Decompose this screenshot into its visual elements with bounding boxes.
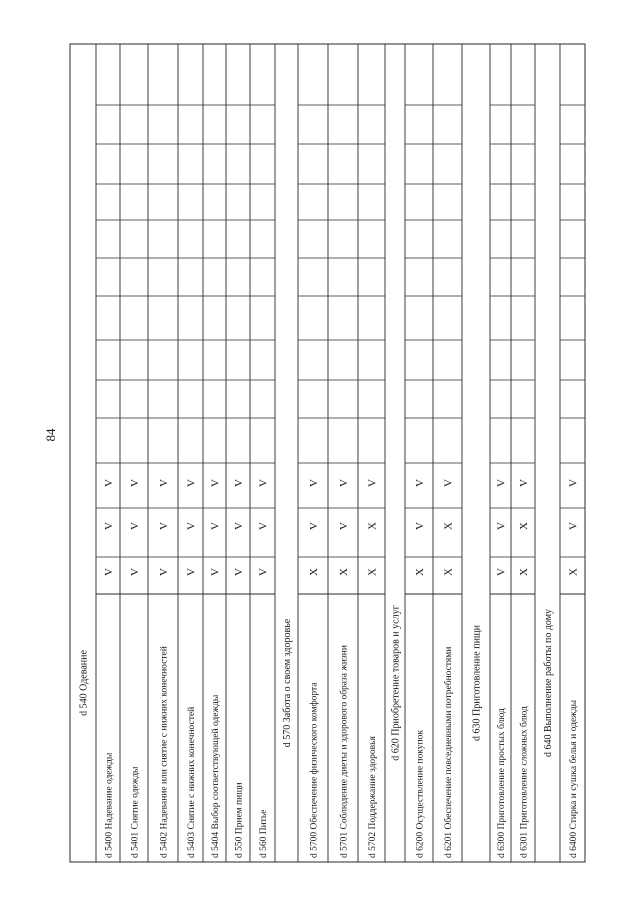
table-row bbox=[405, 105, 433, 858]
row-label: d 5701 Соблюдение диеты и здорового образа жизни bbox=[339, 645, 350, 858]
table-row bbox=[250, 105, 275, 858]
mark-check: V bbox=[209, 479, 222, 487]
table-row bbox=[433, 105, 462, 858]
mark-cross: X bbox=[338, 568, 350, 576]
mark-check: V bbox=[414, 522, 426, 530]
section-label: d 630 Приготовление пищи bbox=[471, 625, 483, 741]
row-label: d 6400 Стирка и сушка белья и одежды bbox=[569, 700, 579, 858]
mark-check: V bbox=[129, 522, 141, 530]
mark-check: V bbox=[414, 479, 426, 487]
table-row bbox=[226, 105, 250, 858]
mark-check: V bbox=[103, 479, 115, 487]
mark-check: V bbox=[495, 479, 508, 487]
table-row bbox=[298, 105, 328, 858]
mark-check: V bbox=[338, 522, 350, 530]
row-label: d 6200 Осуществление покупок bbox=[415, 730, 426, 858]
table-row bbox=[560, 105, 585, 858]
section-row bbox=[79, 650, 90, 716]
mark-check: V bbox=[257, 522, 270, 530]
mark-cross: X bbox=[442, 522, 455, 530]
table-row bbox=[178, 105, 203, 858]
section-label: d 540 Одевание bbox=[78, 650, 90, 716]
mark-cross: X bbox=[567, 568, 580, 576]
row-label: d 5702 Поддержание здоровья bbox=[368, 736, 378, 858]
mark-cross: X bbox=[518, 522, 530, 530]
mark-check: V bbox=[158, 522, 170, 530]
section-row bbox=[391, 605, 402, 760]
mark-cross: X bbox=[366, 522, 379, 530]
table-row bbox=[96, 105, 120, 858]
mark-check: V bbox=[495, 568, 508, 576]
mark-check: V bbox=[185, 568, 198, 576]
mark-check: V bbox=[495, 522, 508, 530]
mark-cross: X bbox=[414, 568, 426, 576]
mark-check: V bbox=[209, 522, 222, 530]
mark-check: V bbox=[129, 479, 141, 487]
row-label: d 5402 Надевание или снятие с нижних конечностей bbox=[159, 646, 170, 858]
mark-check: V bbox=[567, 522, 580, 530]
mark-check: V bbox=[338, 479, 350, 487]
section-label: d 570 Забота о своем здоровье bbox=[282, 618, 293, 748]
mark-check: V bbox=[103, 522, 115, 530]
mark-check: V bbox=[442, 479, 455, 487]
mark-cross: X bbox=[366, 568, 379, 576]
mark-check: V bbox=[158, 479, 170, 487]
mark-check: V bbox=[233, 568, 245, 576]
mark-check: V bbox=[308, 522, 320, 530]
section-row bbox=[472, 624, 483, 741]
mark-check: V bbox=[233, 522, 245, 530]
table-row bbox=[490, 105, 511, 858]
row-label: d 6301 Приготовление сложных блюд bbox=[519, 706, 530, 858]
row-label: d 6201 Обеспечение повседневными потребностями bbox=[444, 646, 454, 858]
mark-check: V bbox=[366, 479, 379, 487]
row-label: d 5400 Надевание одежды bbox=[104, 752, 115, 858]
mark-check: V bbox=[257, 568, 270, 576]
row-label: d 5401 Снятие одежды bbox=[130, 766, 141, 858]
section-label: d 620 Приобретение товаров и услуг bbox=[390, 605, 402, 761]
row-label: d 5404 Выбор соответствующей одежды bbox=[211, 694, 221, 858]
mark-check: V bbox=[158, 568, 170, 576]
mark-cross: X bbox=[518, 568, 530, 576]
table-frame bbox=[70, 44, 585, 862]
table-row bbox=[511, 105, 535, 858]
mark-check: V bbox=[567, 479, 580, 487]
table-row bbox=[358, 105, 385, 858]
table-row bbox=[328, 105, 358, 858]
mark-check: V bbox=[103, 568, 115, 576]
mark-cross: X bbox=[308, 568, 320, 576]
mark-check: V bbox=[233, 479, 245, 487]
row-label: d 560 Питье bbox=[259, 809, 269, 858]
row-label: d 5403 Снятие с нижних конечностей bbox=[187, 706, 197, 858]
row-label: d 550 Прием пищи bbox=[234, 782, 245, 858]
row-label: d 6300 Приготовление простых блюд bbox=[497, 708, 507, 858]
mark-check: V bbox=[518, 479, 530, 487]
section-label: d 640 Выполнение работы по дому bbox=[543, 608, 554, 758]
table-row bbox=[148, 105, 178, 858]
mark-check: V bbox=[185, 522, 198, 530]
section-row bbox=[543, 609, 554, 757]
mark-check: V bbox=[308, 479, 320, 487]
section-row bbox=[282, 618, 293, 747]
mark-check: V bbox=[257, 479, 270, 487]
mark-cross: X bbox=[442, 568, 455, 576]
row-label: d 5700 Обеспечение физического комфорта bbox=[309, 682, 320, 858]
mark-check: V bbox=[209, 568, 222, 576]
page-number-text: 84 bbox=[43, 428, 58, 442]
table-row bbox=[120, 105, 148, 858]
table-row bbox=[203, 105, 226, 858]
mark-check: V bbox=[185, 479, 198, 487]
mark-check: V bbox=[129, 568, 141, 576]
